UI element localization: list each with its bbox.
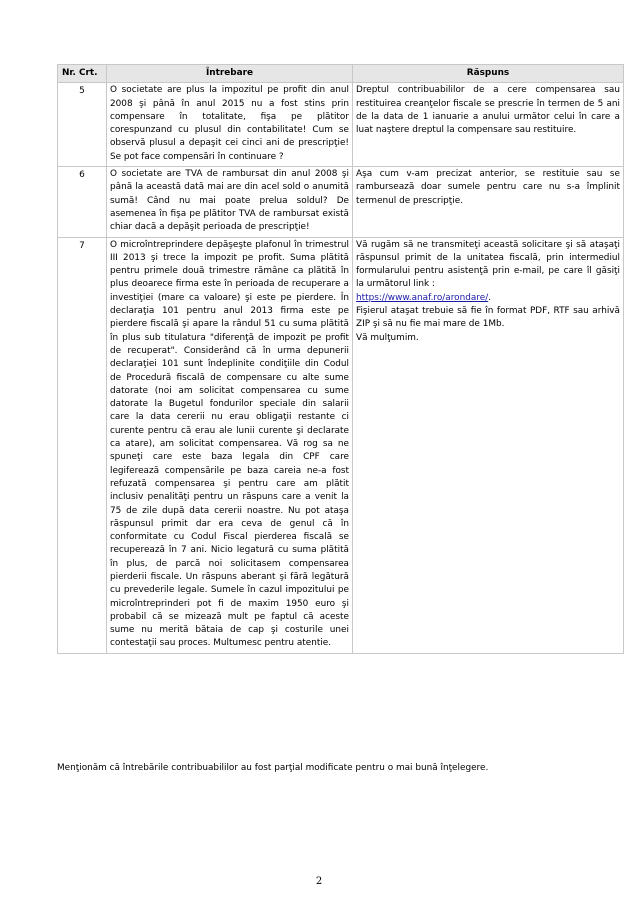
answer-text: Dreptul contribuabililor de a cere compensarea sau restituirea creanţelor fiscale se prescrie în termen de 5 ani de la data de 1 ianuarie a anului următor celui în care a luat naştere dreptul la compensare sau restituire. xyxy=(353,83,624,167)
link-suffix: . xyxy=(488,292,492,303)
answer-files-text: Fişierul ataşat trebuie să fie în format PDF, RTF sau arhivă ZIP şi să nu fie mai mare de 1Mb. xyxy=(356,306,620,330)
row-number: 6 xyxy=(58,167,107,237)
answer-intro: Vă rugăm să ne transmiteţi această solicitare şi să ataşaţi răspunsul primit de la unitatea fiscală, prin intermediul formularului pentru asistenţă prin e-mail, pe care îl găsiţi la următorul link : xyxy=(356,239,620,290)
header-question: Întrebare xyxy=(107,65,353,83)
answer-cell xyxy=(353,237,624,653)
header-answer: Răspuns xyxy=(353,65,624,83)
arondare-link[interactable]: https://www.anaf.ro/arondare/ xyxy=(356,292,489,303)
question-text: O societate are plus la impozitul pe profit din anul 2008 şi până în anul 2015 nu a fost stins prin compensare în totalitate, fişa pe plătitor corespunzand cu plusul din contabilitate! Cum se observă plusul a depaşit cei cinci ani de prescripţie! Se pot face compensări în continuare ? xyxy=(107,83,353,167)
table-row xyxy=(58,237,624,653)
question-text: O microîntreprindere depăşeşte plafonul în trimestrul III 2013 şi trece la impozit pe profit. Suma plătită pentru primele două trimestre rămâne ca plătită în plus deoarece firma este în perioada de recuperare a investiţiei (mare ca valoare) şi este pe pierdere. În declaraţia 101 pentru anul 2013 firma este pe pierdere fiscală şi apare la rândul 51 cu suma plătită în plus sub titulatura "diferenţă de impozit pe profit de recuperat". Considerând că în urma depunerii declaraţiei 101 sunt îndeplinite condiţiile din Codul de Procedură fiscală de compensare cu alte sume datorate (noi am solicitat compensarea cu sume datorate la Bugetul fondurilor speciale din salarii care la data cererii nu erau obligaţii restante ci curente pentru că erau ale lunii curente şi declarate ca atare), am solicitat compensarea. Vă rog sa ne spuneţi care este baza legala din CPF care legiferează compensările pe baza careia ne-a fost refuzată compensarea şi pentru care am plătit inclusiv penalităţi pentru un răspuns care a venit la 75 de zile după data cererii noastre. Nu pot ataşa răspunsul primit dar era ceva de genul că în conformitate cu Codul Fiscal pierderea fiscală se recuperează în 7 ani. Nicio legatură cu suma plătită în plus, de parcă noi solicitasem compensarea pierderii fiscale. Un răspuns aberant şi fără legătură cu prevederile legale. Sumele în cazul impozitului pe microîntreprinderi pot fi de maxim 1950 euro şi probabil că se mizează mult pe faptul că aceste sume nu merită bătaia de cap şi costurile unei contestaţii sau proces. Multumesc pentru atentie. xyxy=(107,237,353,653)
answer-text: Aşa cum v-am precizat anterior, se restituie sau se rambursează doar sumele pentru care nu s-a împlinit termenul de prescripţie. xyxy=(353,167,624,237)
table-row xyxy=(58,167,624,237)
question-text: O societate are TVA de rambursat din anul 2008 şi până la această dată mai are din acel sold o anumită sumă! Când nu mai poate prelua soldul? De asemenea în fişa pe plătitor TVA de rambursat există chiar dacă a depăşit perioada de prescripţie! xyxy=(107,167,353,237)
qa-table xyxy=(57,64,624,654)
page-number: 2 xyxy=(315,876,323,887)
table-header-row xyxy=(58,65,624,83)
row-number: 7 xyxy=(58,237,107,653)
footer-note: Menţionăm că întrebările contribuabililor au fost parţial modificate pentru o mai bună înţelegere. xyxy=(57,763,489,773)
row-number: 5 xyxy=(58,83,107,167)
header-nr-crt: Nr. Crt. xyxy=(58,65,107,83)
answer-thanks: Vă mulţumim. xyxy=(356,332,419,343)
table-row xyxy=(58,83,624,167)
